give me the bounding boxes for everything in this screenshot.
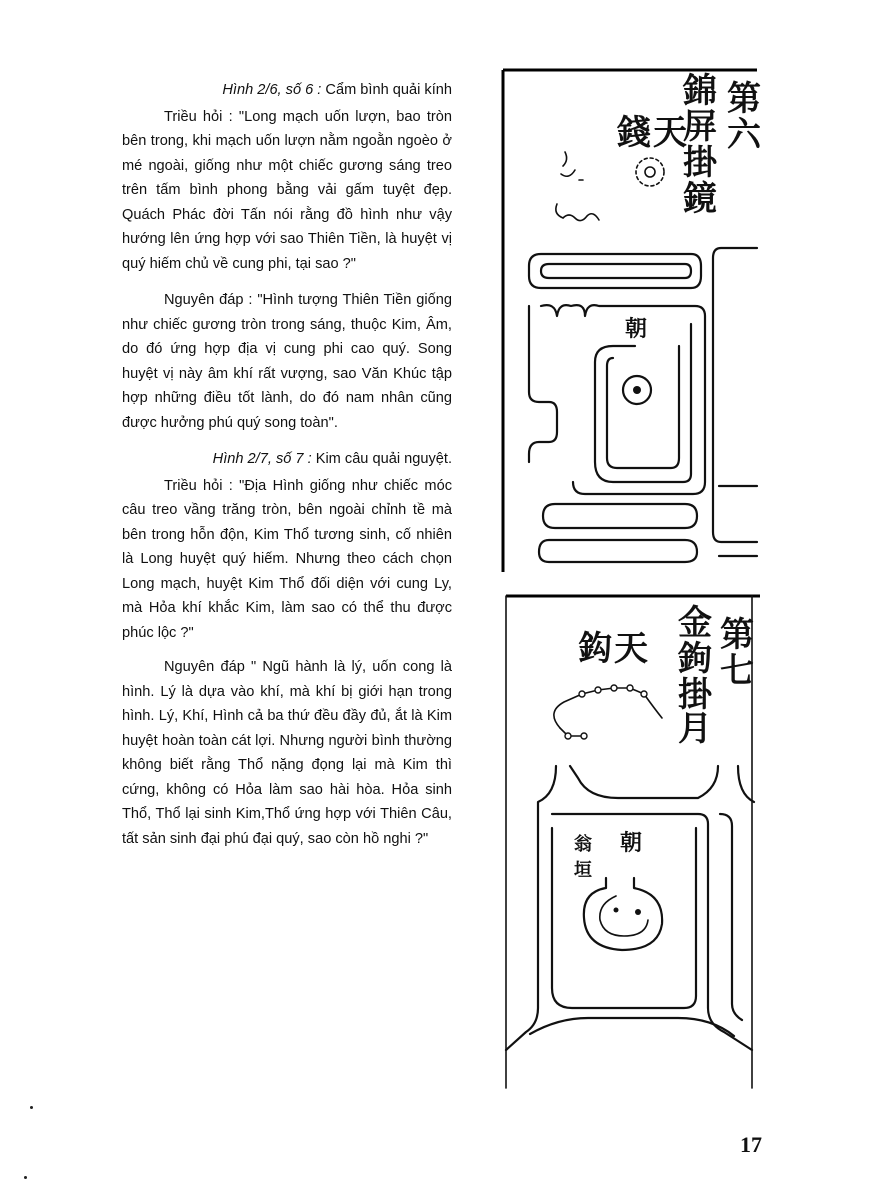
figure-6-title-char: 鏡 <box>683 179 717 219</box>
figure-6-ridge-left <box>529 306 557 462</box>
figure-6-ridge-bottom-2 <box>539 540 697 562</box>
figure-7-label-side: 翁 <box>574 834 592 855</box>
figure-6-title-char: 六 <box>727 115 761 155</box>
page-number: 17 <box>740 1132 762 1157</box>
figure-6-label-chao: 朝 <box>625 316 648 342</box>
figure-7-right-inner <box>720 814 742 1020</box>
figure-7-label-side: 垣 <box>574 860 592 881</box>
figure-6-mirror-circle <box>623 376 651 404</box>
figure-6-title-char: 第 <box>727 79 761 119</box>
figure-6-illustration <box>495 62 765 582</box>
figure-6-caption-label: Hình 2/6, số 6 : <box>222 82 322 98</box>
figure-7-title-char: 掛 <box>678 675 712 715</box>
figure-7-title-char: 鉤 <box>678 639 712 679</box>
figure-7-title-char: 金 <box>678 603 712 643</box>
figure-7-moon-inner <box>600 896 648 936</box>
figure-7-label-chao: 朝 <box>620 830 643 856</box>
figure-7-moon-point <box>614 908 619 913</box>
figure-6-caption-title: Cẩm bình quải kính <box>321 82 452 98</box>
figure-7-title-char: 月 <box>678 709 712 749</box>
text-column <box>122 78 452 863</box>
figure-6-ridge-top <box>529 254 701 288</box>
figure-6-title-right <box>727 79 762 155</box>
figure-6-vein-mark <box>561 152 583 180</box>
figure-6-ridge-right-tail <box>719 486 757 556</box>
figure-7-moon-point <box>635 909 641 915</box>
figure-7-left-ridge <box>506 766 556 1050</box>
figure-7-caption <box>122 447 452 472</box>
figure-6-title-char: 錦 <box>683 71 717 111</box>
figure-7-moon-basin <box>584 878 662 950</box>
figure-7-caption-title: Kim câu quải nguyệt. <box>311 451 452 467</box>
figure-7-hook-tail <box>560 728 584 736</box>
figure-6-title-mid <box>682 71 719 219</box>
figure-6-ridge-bottom <box>543 504 697 528</box>
figure-6-inner-wall <box>541 305 705 494</box>
figure-6-title-char: 屏 <box>683 107 717 147</box>
figure-7-title-left <box>578 629 648 669</box>
figure-7-bottom-ridge <box>530 1018 734 1036</box>
figure-7-caption-label: Hình 2/7, số 7 : <box>212 451 312 467</box>
figure-6-title-char: 天 <box>653 113 687 153</box>
figure-6-title-char: 錢 <box>617 113 651 153</box>
figure-6-question: Triều hỏi : "Long mạch uốn lượn, bao tròn bên trong, khi mạch uốn lượn nằm ngoằn ngoèo ở mé ngoài, giống như một chiếc gương sáng treo trên tấm bình phong bằng vải gấm tuyệt đẹp. Quách Phác đời Tấn nói rằng đồ hình như vậy hướng lên ứng hợp với sao Thiên Tiền, là huyệt vị quý hiếm chủ về cung phi, tại sao ?" <box>122 108 452 272</box>
figure-6-caption <box>122 78 452 103</box>
figure-6-ridge-right <box>713 248 757 542</box>
figure-7-answer: Nguyên đáp " Ngũ hành là lý, uốn cong là hình. Lý là dựa vào khí, mà khí bị giới hạn trong hình. Lý, Khí, Hình cả ba thứ đều đầy đủ, ắt là Kim huyệt hoàn toàn cát lợi. Nhưng người bình thường không biết rằng Thổ nặng đọng lại mà Kim thì cứng, không có Hỏa làm sao hài hòa. Hỏa sinh Thổ, Thổ lại sinh Kim,Thổ ứng hợp với Thiên Câu, tất sản sinh đại phú đại quý, sao còn hồ nghi ?" <box>122 659 452 847</box>
figure-7-title-mid <box>677 603 714 749</box>
figure-7-title-char: 第 <box>720 615 754 655</box>
figure-6-mirror-mark <box>636 158 664 186</box>
figure-7-title-right <box>720 615 754 691</box>
figure-6-answer: Nguyên đáp : "Hình tượng Thiên Tiền giống như chiếc gương tròn trong sáng, thuộc Kim, Âm, do đó ứng hợp địa vị cung phi cao quý. Song huyệt vị này âm khí rất vượng, sao Văn Khúc tập hợp những điều tốt lành, do đó nam nhân cũng được hưởng phú quý song toàn". <box>122 292 452 431</box>
figure-6-vein-mark <box>556 204 599 221</box>
figure-6-ridge-top-inner <box>541 264 691 278</box>
scan-speck <box>30 1106 33 1109</box>
figure-6-title-char: 掛 <box>683 143 717 183</box>
figure-7-chain-beads <box>565 685 647 739</box>
figure-7-illustration <box>498 588 768 1098</box>
figure-6-title-left <box>616 113 687 153</box>
scan-speck <box>24 1176 27 1179</box>
figure-7-title-char: 鈎 <box>578 629 612 669</box>
figure-6-inner-loop-2 <box>607 346 679 468</box>
figure-7-top-ridge <box>570 766 754 802</box>
figure-7-question: Triều hỏi : "Địa Hình giống như chiếc móc câu treo vầng trăng tròn, bên ngoài chỉnh tề mà bên trong hỗn độn, Kim Thổ tương sinh, cố nhiên là Long huyệt quý hiếm. Nhưng theo cách chọn Long mạch, huyệt Kim Thổ đối diện với cung Ly, mà Hỏa khí khắc Kim, làm sao có thể thu được phúc lộc ?" <box>122 477 452 641</box>
figure-7-title-char: 天 <box>614 629 648 669</box>
figure-7-title-char: 七 <box>720 651 754 691</box>
